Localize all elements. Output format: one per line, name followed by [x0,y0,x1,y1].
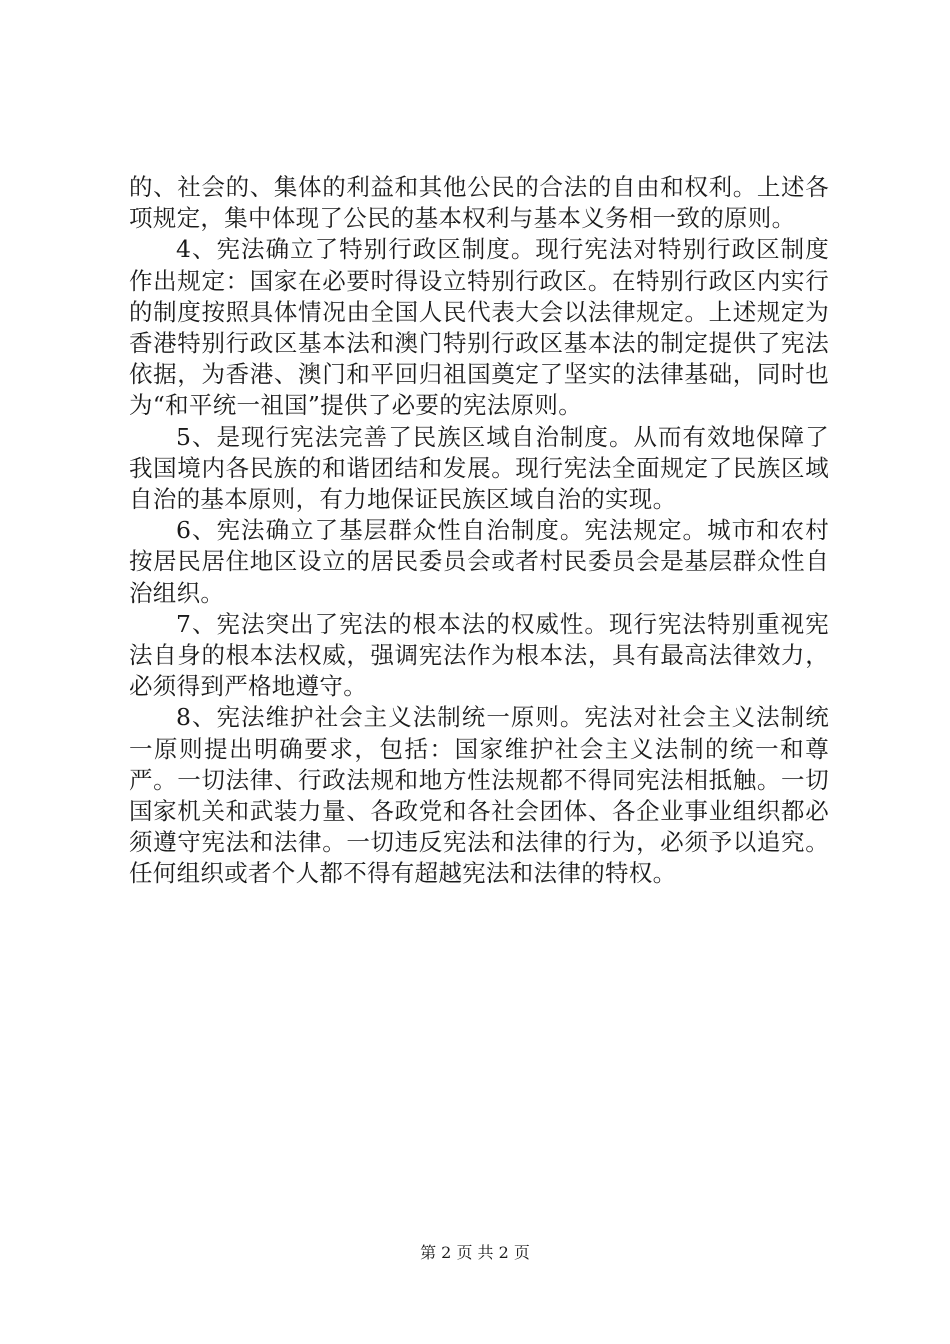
paragraph-6: 8、宪法维护社会主义法制统一原则。宪法对社会主义法制统一原则提出明确要求，包括：国家维护社会主义法制的统一和尊严。一切法律、行政法规和地方性法规都不得同宪法相抵触。一切国家机关和武装力量、各政党和各社会团体、各企业事业组织都必须遵守宪法和法律。一切违反宪法和法律的行为，必须予以追究。任何组织或者个人都不得有超越宪法和法律的特权。 [129,703,829,888]
paragraph-2: 4、宪法确立了特别行政区制度。现行宪法对特别行政区制度作出规定：国家在必要时得设立特别行政区。在特别行政区内实行的制度按照具体情况由全国人民代表大会以法律规定。上述规定为香港特别行政区基本法和澳门特别行政区基本法的制定提供了宪法依据，为香港、澳门和平回归祖国奠定了坚实的法律基础，同时也为“和平统一祖国”提供了必要的宪法原则。 [129,235,829,420]
paragraph-4: 6、宪法确立了基层群众性自治制度。宪法规定。城市和农村按居民居住地区设立的居民委员会或者村民委员会是基层群众性自治组织。 [129,516,829,607]
paragraph-1: 的、社会的、集体的利益和其他公民的合法的自由和权利。上述各项规定，集中体现了公民的基本权利与基本义务相一致的原则。 [129,173,829,233]
paragraph-3: 5、是现行宪法完善了民族区域自治制度。从而有效地保障了我国境内各民族的和谐团结和发展。现行宪法全面规定了民族区域自治的基本原则，有力地保证民族区域自治的实现。 [129,422,829,514]
document-body [129,172,829,890]
paragraph-5: 7、宪法突出了宪法的根本法的权威性。现行宪法特别重视宪法自身的根本法权威，强调宪法作为根本法，具有最高法律效力，必须得到严格地遵守。 [129,609,829,701]
page-footer: 第 2 页 共 2 页 [420,1243,530,1262]
